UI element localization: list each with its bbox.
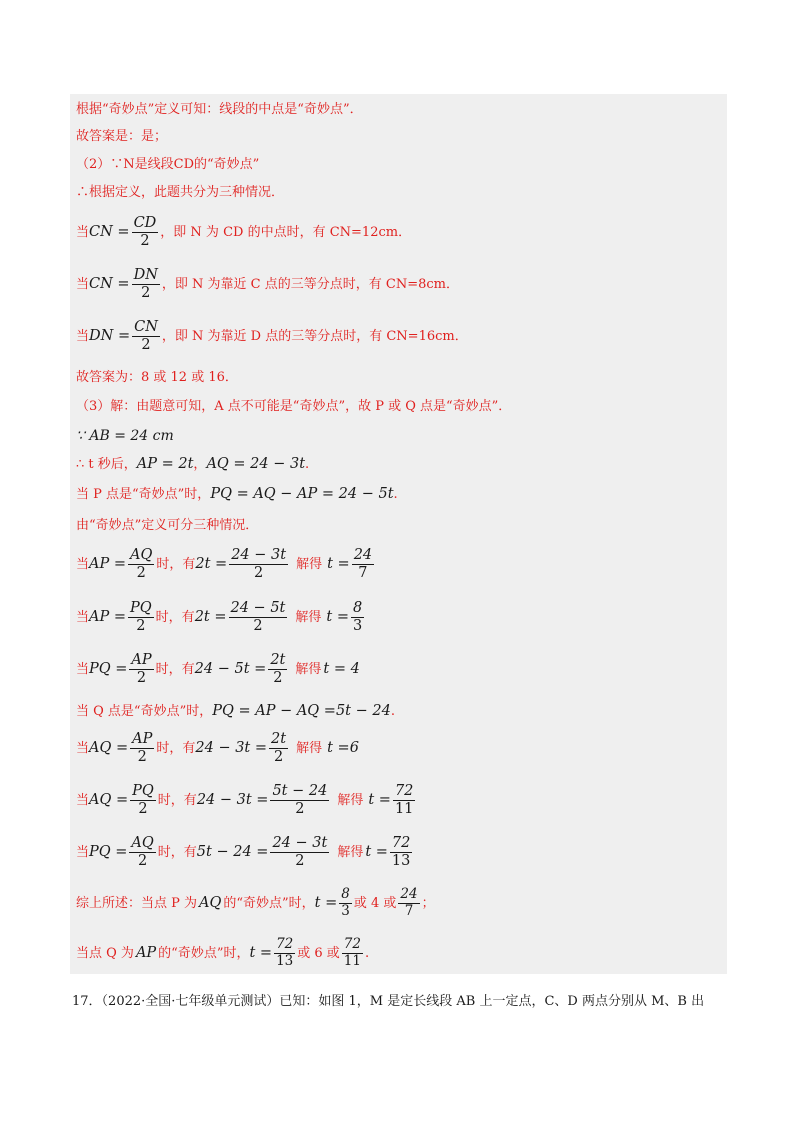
fraction-numerator: 5t − 24 bbox=[272, 783, 328, 799]
fraction-numerator: 72 bbox=[391, 835, 411, 851]
math-lhs: CN = bbox=[89, 223, 130, 240]
fraction-numerator: AQ bbox=[131, 835, 154, 851]
fraction-denominator: 3 bbox=[352, 617, 363, 634]
fraction-numerator: 72 bbox=[276, 936, 294, 952]
math-lhs: AQ = bbox=[89, 791, 129, 808]
fraction-denominator: 2 bbox=[136, 617, 146, 634]
solution-line-4: ∴根据定义，此题共分为三种情况． bbox=[76, 185, 285, 200]
fraction-numerator: 72 bbox=[394, 783, 414, 799]
solution-line-6 bbox=[76, 267, 459, 301]
math: t = bbox=[368, 791, 391, 808]
text: 解得 bbox=[337, 792, 364, 808]
fraction bbox=[342, 937, 363, 969]
text: 当 bbox=[76, 328, 90, 344]
math-lhs: AP = bbox=[89, 608, 127, 625]
math-lhs: PQ = bbox=[89, 660, 128, 677]
fraction-denominator: 7 bbox=[358, 564, 368, 581]
fraction-denominator: 2 bbox=[141, 336, 151, 353]
text: 当 bbox=[76, 844, 90, 860]
fraction-numerator: 24 − 3t bbox=[231, 547, 287, 563]
solution-line-19 bbox=[76, 783, 417, 817]
text: . bbox=[393, 486, 398, 502]
fraction-denominator: 2 bbox=[295, 800, 305, 817]
math: 24 − 3t = bbox=[196, 791, 269, 808]
solution-line-8: 故答案为：8 或 12 或 16． bbox=[76, 370, 238, 385]
math: 2t = bbox=[195, 555, 228, 572]
solution-line-18 bbox=[76, 731, 359, 765]
fraction-denominator: 11 bbox=[343, 952, 361, 969]
math: t =6 bbox=[327, 739, 359, 756]
text: . bbox=[364, 945, 370, 961]
fraction bbox=[352, 547, 374, 581]
solution-line-7 bbox=[76, 319, 468, 353]
math: 2t = bbox=[194, 608, 227, 625]
text: 当 bbox=[76, 276, 90, 292]
text: 解得 bbox=[337, 844, 364, 860]
fraction-numerator: 2t bbox=[271, 731, 287, 747]
text: 当 bbox=[76, 224, 90, 240]
fraction-numerator: AQ bbox=[130, 547, 153, 563]
fraction-denominator: 2 bbox=[136, 669, 147, 686]
solution-line-12 bbox=[76, 487, 398, 502]
text: 解得 bbox=[295, 661, 322, 677]
fraction-denominator: 2 bbox=[137, 852, 148, 869]
solution-line-1: 根据“奇妙点”定义可知：线段的中点是“奇妙点”． bbox=[76, 102, 363, 117]
solution-line-3: （2）∵N是线段CD的“奇妙点” bbox=[76, 157, 260, 172]
fraction bbox=[274, 937, 295, 969]
math: AP bbox=[135, 944, 157, 961]
fraction-numerator: 8 bbox=[352, 600, 363, 616]
solution-line-13: 由“奇妙点”定义可分三种情况． bbox=[76, 518, 259, 533]
fraction bbox=[229, 547, 288, 581]
math: AQ bbox=[199, 894, 222, 911]
math-lhs: DN = bbox=[89, 327, 131, 344]
problem-17-text: 17．（2022·全国·七年级单元测试）已知：如图 1，M 是定长线段 AB 上一定点，C、D 两点分别从 M、B 出 bbox=[72, 994, 705, 1009]
fraction-numerator: PQ bbox=[130, 600, 152, 616]
fraction-denominator: 2 bbox=[295, 852, 305, 869]
math: t = 4 bbox=[323, 660, 360, 677]
fraction bbox=[128, 600, 154, 634]
text: 当 bbox=[76, 556, 90, 572]
fraction-denominator: 3 bbox=[341, 902, 350, 919]
text: 时，有 bbox=[155, 661, 195, 677]
fraction bbox=[129, 835, 155, 869]
solution-line-9: （3）解：由题意可知，A 点不可能是“奇妙点”，故 P 或 Q 点是“奇妙点”． bbox=[76, 399, 512, 414]
fraction bbox=[393, 783, 415, 817]
fraction-numerator: 24 bbox=[353, 547, 373, 563]
solution-line-17 bbox=[76, 704, 395, 719]
math: t = bbox=[365, 843, 388, 860]
fraction bbox=[269, 731, 288, 765]
fraction-denominator: 13 bbox=[276, 952, 294, 969]
fraction-denominator: 13 bbox=[391, 852, 411, 869]
text: . bbox=[305, 456, 310, 472]
text: 当 bbox=[76, 609, 90, 625]
text: ； bbox=[421, 895, 435, 911]
fraction-numerator: 24 − 5t bbox=[230, 600, 286, 616]
math: 24 − 5t = bbox=[194, 660, 267, 677]
math: t = bbox=[327, 555, 350, 572]
math: t = bbox=[326, 608, 349, 625]
math: t = bbox=[314, 894, 338, 911]
fraction bbox=[128, 547, 154, 581]
text: ∴ t 秒后， bbox=[76, 456, 137, 472]
text: 解得 bbox=[296, 740, 323, 756]
math: PQ = AQ − AP = 24 − 5t bbox=[210, 486, 394, 502]
fraction-numerator: CD bbox=[133, 215, 157, 231]
fraction-denominator: 2 bbox=[273, 669, 283, 686]
solution-line-5 bbox=[76, 215, 411, 249]
math: AP = 2t bbox=[136, 456, 194, 472]
fraction-denominator: 2 bbox=[273, 748, 284, 765]
text: 当 Q 点是“奇妙点”时， bbox=[76, 703, 213, 719]
fraction-denominator: 11 bbox=[394, 800, 414, 817]
fraction-denominator: 2 bbox=[141, 284, 151, 301]
solution-line-14 bbox=[76, 547, 376, 581]
fraction bbox=[339, 887, 352, 919]
fraction-denominator: 2 bbox=[137, 748, 147, 765]
fraction bbox=[351, 600, 364, 634]
math-lhs: CN = bbox=[89, 275, 130, 292]
text: 解得 bbox=[296, 556, 323, 572]
fraction bbox=[132, 267, 160, 301]
fraction-numerator: 24 bbox=[400, 886, 418, 902]
fraction-denominator: 2 bbox=[138, 800, 148, 817]
fraction bbox=[398, 887, 419, 919]
fraction bbox=[229, 600, 288, 634]
math: 24 − 3t = bbox=[195, 739, 268, 756]
solution-line-20 bbox=[76, 835, 414, 869]
fraction bbox=[130, 783, 156, 817]
text: 解得 bbox=[295, 609, 322, 625]
fraction bbox=[268, 652, 287, 686]
text: . bbox=[390, 703, 395, 719]
fraction-numerator: 8 bbox=[341, 886, 350, 902]
text: 时，有 bbox=[156, 556, 196, 572]
text: 或 4 或 bbox=[353, 895, 397, 911]
solution-line-11 bbox=[76, 457, 309, 472]
text: 时，有 bbox=[156, 740, 196, 756]
text: 当 bbox=[76, 792, 90, 808]
solution-line-16 bbox=[76, 652, 360, 686]
fraction-numerator: AP bbox=[132, 731, 153, 747]
text: ， bbox=[193, 456, 207, 472]
text: 的“奇妙点”时， bbox=[158, 945, 250, 961]
fraction bbox=[132, 215, 159, 249]
fraction bbox=[270, 783, 329, 817]
text: 综上所述：当点 P 为 bbox=[76, 895, 198, 911]
fraction-numerator: CN bbox=[134, 319, 158, 335]
fraction bbox=[129, 652, 153, 686]
fraction-numerator: 24 − 3t bbox=[272, 835, 328, 851]
text: ，即 N 为 CD 的中点时，有 CN=12cm． bbox=[160, 224, 412, 240]
fraction-numerator: 2t bbox=[270, 652, 286, 668]
fraction-denominator: 2 bbox=[140, 232, 150, 249]
solution-line-22 bbox=[76, 937, 369, 969]
solution-panel bbox=[70, 94, 727, 974]
fraction-denominator: 7 bbox=[404, 902, 414, 919]
math: AQ = 24 − 3t bbox=[206, 456, 306, 472]
solution-line-15 bbox=[76, 600, 366, 634]
text: ，即 N 为靠近 D 点的三等分点时，有 CN=16cm． bbox=[161, 328, 468, 344]
text: 或 6 或 bbox=[297, 945, 340, 961]
fraction bbox=[132, 319, 160, 353]
math-lhs: AQ = bbox=[89, 739, 129, 756]
text: 时，有 bbox=[157, 844, 197, 860]
math-lhs: AP = bbox=[89, 555, 127, 572]
math: t = bbox=[249, 944, 273, 961]
solution-line-21 bbox=[76, 887, 435, 919]
fraction bbox=[270, 835, 329, 869]
text: 时，有 bbox=[157, 792, 197, 808]
fraction-denominator: 2 bbox=[253, 617, 263, 634]
text: ，即 N 为靠近 C 点的三等分点时，有 CN=8cm． bbox=[161, 276, 459, 292]
fraction-numerator: DN bbox=[133, 267, 158, 283]
text: 时，有 bbox=[155, 609, 195, 625]
text: 当 P 点是“奇妙点”时， bbox=[76, 486, 211, 502]
text: 当 bbox=[76, 661, 90, 677]
math: 5t − 24 = bbox=[196, 843, 269, 860]
text: 当 bbox=[76, 740, 90, 756]
fraction-numerator: AP bbox=[131, 652, 152, 668]
text: 的“奇妙点”时， bbox=[223, 895, 315, 911]
fraction-numerator: PQ bbox=[132, 783, 154, 799]
fraction-numerator: 72 bbox=[343, 936, 361, 952]
solution-line-2: 故答案是：是； bbox=[76, 129, 168, 144]
solution-line-10: ∵ AB = 24 cm bbox=[76, 428, 174, 444]
text: 当点 Q 为 bbox=[76, 945, 134, 961]
fraction bbox=[130, 731, 154, 765]
math-lhs: PQ = bbox=[89, 843, 128, 860]
fraction bbox=[390, 835, 412, 869]
fraction-denominator: 2 bbox=[254, 564, 264, 581]
math: PQ = AP − AQ =5t − 24 bbox=[212, 703, 391, 719]
fraction-denominator: 2 bbox=[136, 564, 146, 581]
